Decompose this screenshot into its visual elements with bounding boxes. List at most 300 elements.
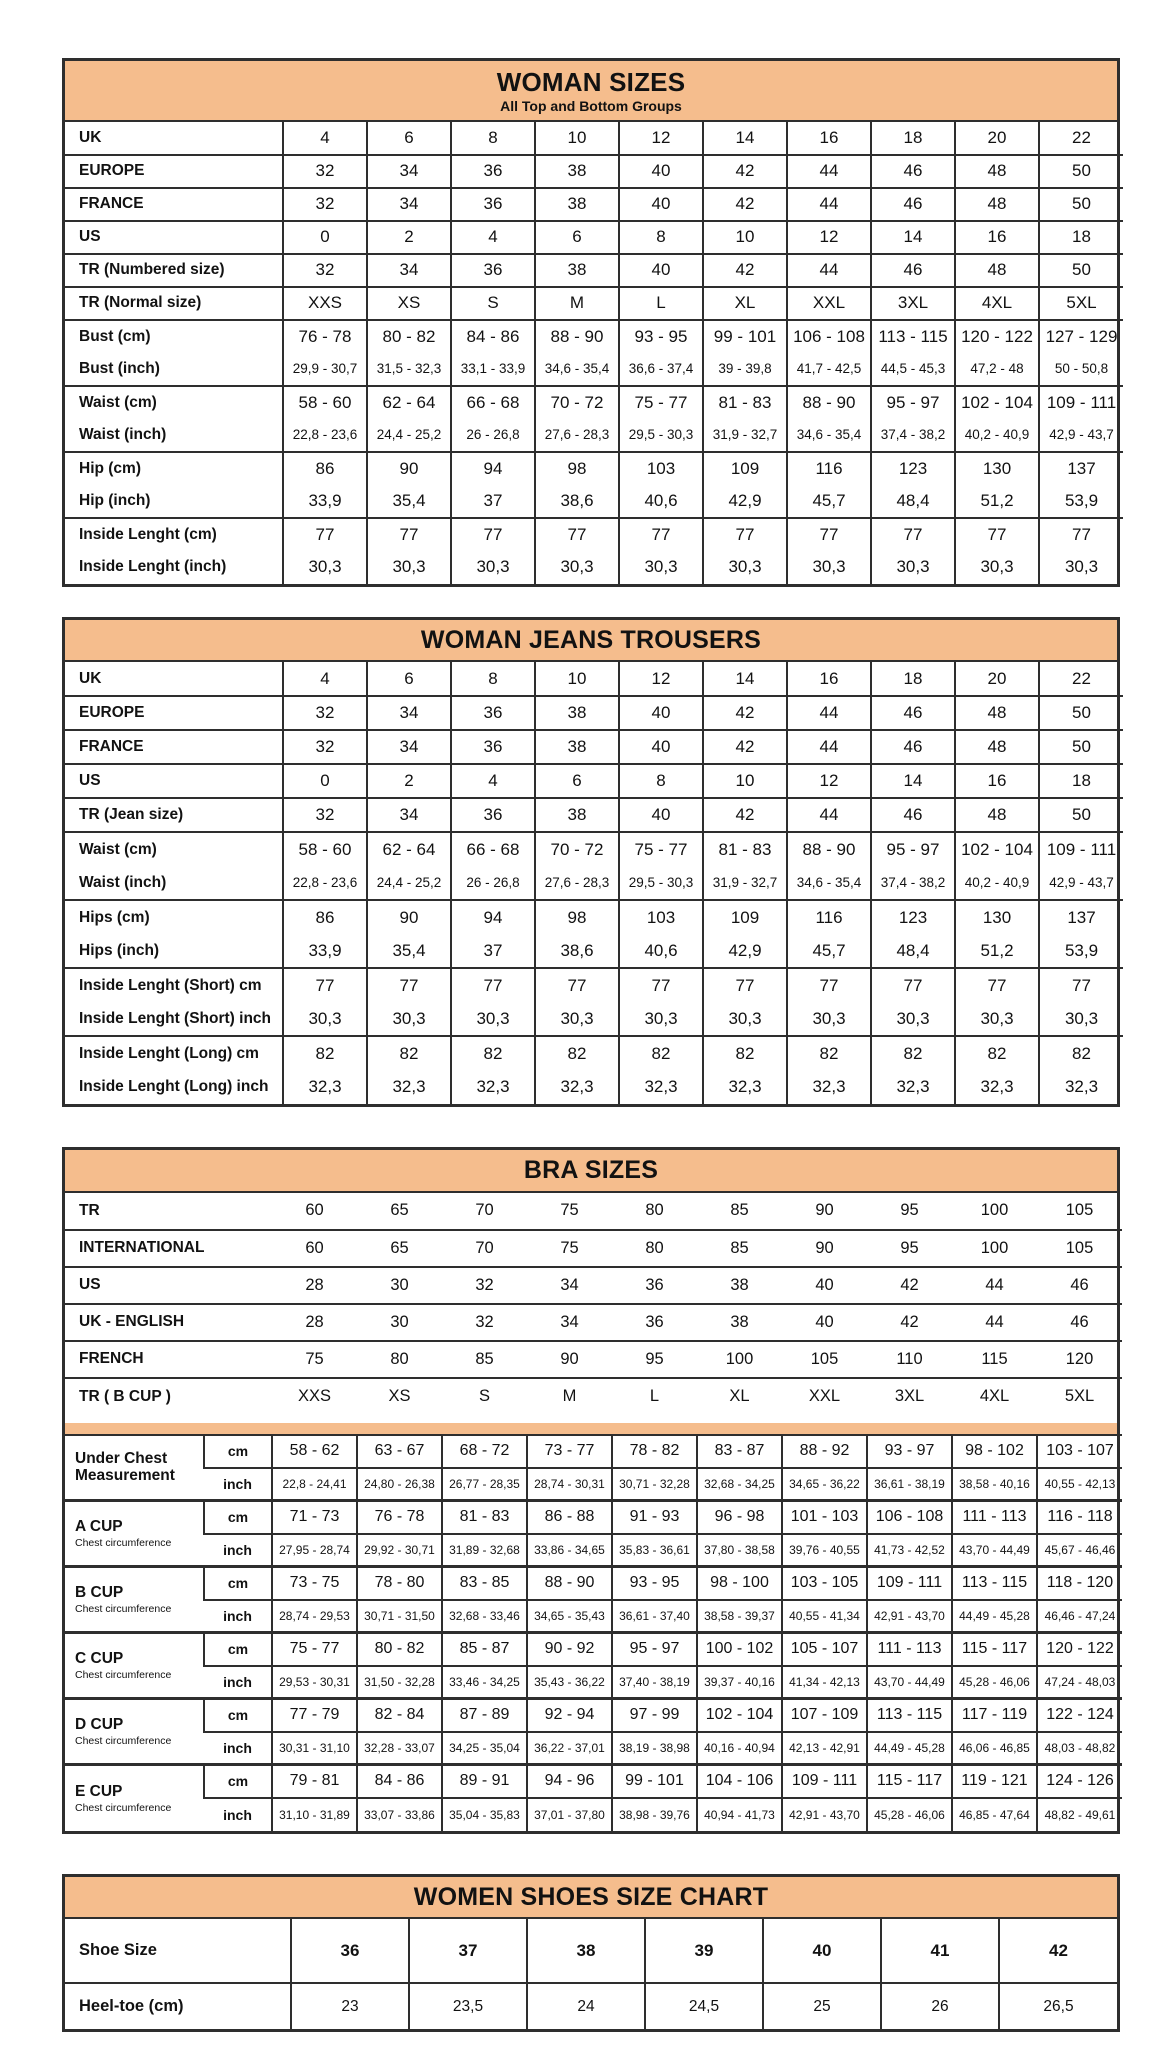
cell-value: 10 [535,662,619,696]
cell-value: 33,07 - 33,86 [357,1798,442,1831]
cell-value: 70 - 72 [535,386,619,419]
cell-value: 90 [782,1230,867,1267]
cell-value: 77 [1039,968,1123,1002]
cell-value: 30,3 [367,1002,451,1036]
cell-value: 18 [1039,221,1123,254]
bra-conversion-table [65,1193,1122,1415]
cell-value: 30,3 [871,1002,955,1036]
cell-value: 116 [787,900,871,934]
table-row [65,452,1123,485]
cell-value: 41,73 - 42,52 [867,1534,952,1567]
table-row [65,1501,1122,1534]
cell-value: 77 - 79 [272,1699,357,1732]
cell-value: 60 [305,1201,324,1220]
cell-value: 98 [535,900,619,934]
cell-value: 48 [955,696,1039,730]
table-row [65,1304,1122,1341]
cell-value: 119 - 121 [952,1765,1037,1798]
cell-value: 25 [763,1983,881,2029]
cell-value: 36 [451,696,535,730]
table-row [65,968,1123,1002]
cell-value: 80 - 82 [367,320,451,353]
group-sublabel: Chest circumference [75,1735,172,1747]
cell-value: 22,8 - 24,41 [272,1468,357,1501]
cell-value: 36 [451,730,535,764]
cell-value: 88 - 90 [535,320,619,353]
cell-value: 38 [535,155,619,188]
row-label: TR (Numbered size) [65,254,283,287]
cell-value: 70 [475,1201,494,1220]
group-label [65,1765,204,1831]
cell-value: 27,6 - 28,3 [535,419,619,452]
table-row [65,662,1123,696]
cell-value: 32,3 [703,1070,787,1104]
row-label: Waist (inch) [79,873,167,891]
cell-value: 42 [703,696,787,730]
row-label: US [65,764,283,798]
unit-label-cm: cm [204,1633,272,1666]
table-row [65,221,1123,254]
table-row [65,798,1123,832]
cell-value: 44 [787,254,871,287]
unit-label-cm: cm [204,1699,272,1732]
cell-value: 82 [535,1036,619,1070]
table-row [65,1341,1122,1378]
group-sublabel: Chest circumference [75,1537,172,1549]
cell-value: 42 [703,798,787,832]
cell-value: 45,7 [787,485,871,518]
cell-value: 53,9 [1039,485,1123,518]
cell-value: 84 - 86 [357,1765,442,1798]
table-row [65,485,1123,518]
table-row [65,1378,1122,1415]
woman-sizes-header [65,61,1117,122]
cell-value: 76 - 78 [283,320,367,353]
jeans-header [65,620,1117,663]
cell-value: 103 - 105 [782,1567,867,1600]
cell-value: 33,9 [283,485,367,518]
cell-value: 39,76 - 40,55 [782,1534,867,1567]
cell-value: 89 - 91 [442,1765,527,1798]
cell-value: 46,46 - 47,24 [1037,1600,1122,1633]
unit-label-inch: inch [204,1600,272,1633]
cell-value: 86 - 88 [527,1501,612,1534]
cell-value: 130 [955,452,1039,485]
cell-value: 106 - 108 [787,320,871,353]
cell-value: XL [703,287,787,320]
cell-value: 46 [1037,1304,1122,1341]
cell-value: 30,71 - 31,50 [357,1600,442,1633]
cell-value: S [442,1378,527,1415]
cell-value: 75 [527,1230,612,1267]
shoes-header [65,1877,1117,1920]
cell-value: 115 [952,1341,1037,1378]
cell-value: S [451,287,535,320]
cell-value: 0 [283,221,367,254]
group-label [65,1501,204,1567]
cell-value: 32 [442,1304,527,1341]
cell-value: 94 [451,452,535,485]
cell-value: 96 - 98 [697,1501,782,1534]
cell-value: 32,3 [1039,1070,1123,1104]
cell-value: 103 [619,900,703,934]
cell-value: 28,74 - 29,53 [272,1600,357,1633]
cell-value: 82 [619,1036,703,1070]
cell-value: 78 - 80 [357,1567,442,1600]
cell-value: 82 [283,1036,367,1070]
bra-title: BRA SIZES [523,1156,659,1185]
cell-value: 83 - 85 [442,1567,527,1600]
cell-value: 82 [1039,1036,1123,1070]
unit-label-inch: inch [204,1798,272,1831]
cell-value: 35,4 [367,934,451,968]
cell-value: 14 [703,662,787,696]
cell-value: 42 [703,254,787,287]
cell-value: 36 [451,254,535,287]
cell-value: 50 [1039,730,1123,764]
cell-value: 30,3 [703,551,787,584]
cell-value: 82 [367,1036,451,1070]
cell-value: 44,49 - 45,28 [952,1600,1037,1633]
cell-value: 48,4 [871,485,955,518]
cell-value: 18 [1039,764,1123,798]
cell-value: 38 [535,254,619,287]
cell-value: 97 - 99 [612,1699,697,1732]
cell-value: 85 [442,1341,527,1378]
cell-value: 32 [283,696,367,730]
cell-value: 109 - 111 [1039,386,1123,419]
cell-value: 91 - 93 [612,1501,697,1534]
cell-value: 8 [451,662,535,696]
cell-value: 77 [871,968,955,1002]
table-row [65,1534,1122,1567]
cell-value: 87 - 89 [442,1699,527,1732]
cell-value: 51,2 [955,485,1039,518]
cell-value: 16 [787,122,871,155]
cell-value: 82 [703,1036,787,1070]
cell-value: 46 [871,798,955,832]
cell-value: 26,77 - 28,35 [442,1468,527,1501]
cell-value: 120 - 122 [1037,1633,1122,1666]
table-row [65,155,1123,188]
cell-value: 44 [787,696,871,730]
cell-value: 45,28 - 46,06 [952,1666,1037,1699]
cell-value: 44 [952,1304,1037,1341]
cell-value: 43,70 - 44,49 [867,1666,952,1699]
cell-value: 12 [787,764,871,798]
table-row [65,1193,1122,1230]
cell-value: 30,3 [619,551,703,584]
cell-value: 34 [367,254,451,287]
woman-sizes-table [65,122,1123,584]
cell-value: 31,9 - 32,7 [703,866,787,900]
table-row [65,1633,1122,1666]
cell-value: 90 [367,900,451,934]
cell-value: 75 - 77 [619,832,703,866]
cell-value: 46 [871,696,955,730]
cell-value: 42,91 - 43,70 [782,1798,867,1831]
cell-value: 42 [999,1919,1117,1983]
cell-value: 34 [367,730,451,764]
cell-value: 3XL [871,287,955,320]
cell-value: 95 [867,1230,952,1267]
cell-value: 107 - 109 [782,1699,867,1732]
cell-value: 34 [367,188,451,221]
cell-value: XXS [283,287,367,320]
table-row [65,287,1123,320]
row-label: UK [79,669,102,687]
cell-value: 81 - 83 [703,386,787,419]
cell-value: 92 - 94 [527,1699,612,1732]
cell-value: 82 [871,1036,955,1070]
cell-value: 32 [283,798,367,832]
cell-value: 14 [871,221,955,254]
cell-value: 44 [787,155,871,188]
cell-value: 70 [442,1230,527,1267]
cell-value: 39,37 - 40,16 [697,1666,782,1699]
cell-value: 77 [283,518,367,551]
row-label: FRANCE [65,730,283,764]
cell-value: 31,10 - 31,89 [272,1798,357,1831]
cell-value: 14 [871,764,955,798]
cell-value: 109 [703,900,787,934]
cell-value: 40 [619,798,703,832]
cell-value: 40,2 - 40,9 [955,866,1039,900]
cell-value: 22,8 - 23,6 [283,866,367,900]
row-label: Bust (cm) [65,320,283,353]
row-label: Waist (cm) [65,832,283,866]
cell-value: 32 [283,155,367,188]
cell-value: 22 [1039,122,1123,155]
group-name: Under Chest Measurement [75,1449,175,1485]
cell-value: 65 [390,1201,409,1220]
cell-value: 41 [881,1919,999,1983]
cell-value: 34 [367,155,451,188]
cell-value: 38 [535,730,619,764]
jeans-table [65,662,1123,1104]
cell-value: 38 [697,1267,782,1304]
cell-value: 109 - 111 [1039,832,1123,866]
cell-value: 32,68 - 33,46 [442,1600,527,1633]
cell-value: 34,65 - 36,22 [782,1468,867,1501]
size-chart-page [62,58,1120,2032]
cell-value: 77 [955,968,1039,1002]
cell-value: 46,85 - 47,64 [952,1798,1037,1831]
cell-value: 40 [619,155,703,188]
bra-sizes-section [62,1147,1120,1834]
cell-value: 46 [871,155,955,188]
cell-value: 66 - 68 [451,386,535,419]
cell-value: 44 [787,188,871,221]
cell-value: XXL [782,1378,867,1415]
cell-value: 14 [703,122,787,155]
cell-value: 77 [367,518,451,551]
cell-value: 120 - 122 [955,320,1039,353]
cell-value: 4 [451,764,535,798]
row-label: INTERNATIONAL [65,1230,272,1267]
cell-value: 77 [367,968,451,1002]
cell-value: 77 [451,968,535,1002]
cell-value: 33,9 [283,934,367,968]
cell-value: 42 [703,730,787,764]
cell-value: 75 [560,1201,579,1220]
cell-value: 30,3 [1039,1002,1123,1036]
cell-value: 30,3 [955,551,1039,584]
cell-value: 37,40 - 38,19 [612,1666,697,1699]
cell-value: 8 [451,122,535,155]
cell-value: 4XL [952,1378,1037,1415]
cell-value: 137 [1039,452,1123,485]
cell-value: 62 - 64 [367,386,451,419]
cell-value: 45,28 - 46,06 [867,1798,952,1831]
cell-value: 70 - 72 [535,832,619,866]
cell-value: 34 [367,696,451,730]
table-row [65,1435,1122,1468]
group-name: B CUP [75,1584,124,1602]
cell-value: 86 [283,900,367,934]
cell-value: 30,3 [619,1002,703,1036]
cell-value: 32,3 [955,1070,1039,1104]
cell-value: 137 [1039,900,1123,934]
row-label: Hip (inch) [79,491,151,509]
cell-value: 40,55 - 41,34 [782,1600,867,1633]
cell-value: 24,4 - 25,2 [367,866,451,900]
cell-value: 88 - 90 [787,386,871,419]
cell-value: 32 [283,730,367,764]
woman-sizes-title: WOMAN SIZES [496,67,686,97]
cell-value: 63 - 67 [357,1435,442,1468]
cell-value: XXS [272,1378,357,1415]
cell-value: 38 [527,1919,645,1983]
cell-value: 48,4 [871,934,955,968]
cell-value: 48 [955,798,1039,832]
cell-value: 23 [291,1983,409,2029]
cell-value: 93 - 97 [867,1435,952,1468]
cell-value: 82 [451,1036,535,1070]
woman-sizes-section [62,58,1120,587]
accent-divider [65,1421,1117,1434]
cell-value: 37 [451,934,535,968]
table-row [65,188,1123,221]
cell-value: 37,4 - 38,2 [871,866,955,900]
cell-value: 47,2 - 48 [955,353,1039,386]
cell-value: 36 [451,155,535,188]
cell-value: 77 [871,518,955,551]
cell-value: 50 [1039,254,1123,287]
cell-value: 42,9 - 43,7 [1039,419,1123,452]
cell-value: 38,6 [535,934,619,968]
cell-value: 42 [867,1304,952,1341]
cell-value: 104 - 106 [697,1765,782,1798]
cell-value: L [612,1378,697,1415]
cell-value: 80 - 82 [357,1633,442,1666]
cell-value: 62 - 64 [367,832,451,866]
cell-value: 43,70 - 44,49 [952,1534,1037,1567]
cell-value: 20 [955,662,1039,696]
cell-value: 30,3 [451,551,535,584]
cell-value: 100 - 102 [697,1633,782,1666]
cell-value: 31,50 - 32,28 [357,1666,442,1699]
cell-value: 27,6 - 28,3 [535,866,619,900]
cell-value: 82 - 84 [357,1699,442,1732]
cell-value: XXL [787,287,871,320]
cell-value: 68 - 72 [442,1435,527,1468]
table-row [65,1699,1122,1732]
unit-label-cm: cm [204,1435,272,1468]
cell-value: 29,5 - 30,3 [619,866,703,900]
cell-value: 18 [871,122,955,155]
cell-value: 33,86 - 34,65 [527,1534,612,1567]
cell-value: 90 [815,1201,834,1220]
cell-value: 4XL [955,287,1039,320]
cell-value: 34,6 - 35,4 [787,419,871,452]
table-row [65,1919,1117,1983]
table-row [65,1002,1123,1036]
cell-value: 28 [272,1267,357,1304]
table-row [65,696,1123,730]
cell-value: 31,5 - 32,3 [367,353,451,386]
cell-value: 102 - 104 [955,832,1039,866]
cell-value: 75 [272,1341,357,1378]
cell-value: 100 [952,1230,1037,1267]
cell-value: 32,3 [787,1070,871,1104]
cell-value: 124 - 126 [1037,1765,1122,1798]
cell-value: 34,6 - 35,4 [787,866,871,900]
cell-value: 40,94 - 41,73 [697,1798,782,1831]
bra-header [65,1150,1117,1193]
cell-value: 10 [703,221,787,254]
cell-value: 30,3 [367,551,451,584]
row-label: Bust (inch) [79,359,160,377]
cell-value: 12 [619,122,703,155]
cell-value: 95 [900,1201,919,1220]
cell-value: 46 [1037,1267,1122,1304]
cell-value: 42,9 [703,934,787,968]
row-label: Heel-toe (cm) [65,1983,291,2029]
cell-value: 40 [619,696,703,730]
cell-value: 83 - 87 [697,1435,782,1468]
cell-value: 75 - 77 [272,1633,357,1666]
cell-value: 35,43 - 36,22 [527,1666,612,1699]
cell-value: 35,04 - 35,83 [442,1798,527,1831]
cell-value: 98 [535,452,619,485]
table-row [65,1765,1122,1798]
unit-label-cm: cm [204,1765,272,1798]
cell-value: 36,22 - 37,01 [527,1732,612,1765]
cell-value: 38,98 - 39,76 [612,1798,697,1831]
cell-value: 38,19 - 38,98 [612,1732,697,1765]
cell-value: 80 [357,1341,442,1378]
unit-label-cm: cm [204,1501,272,1534]
cell-value: 103 - 107 [1037,1435,1122,1468]
cell-value: 4 [283,122,367,155]
table-row [65,730,1123,764]
cell-value: 113 - 115 [867,1699,952,1732]
row-label: Waist (cm) [65,386,283,419]
cell-value: 130 [955,900,1039,934]
cell-value: 34 [527,1304,612,1341]
table-row [65,1732,1122,1765]
cell-value: 80 [612,1230,697,1267]
group-name: E CUP [75,1782,123,1800]
cell-value: 46 [871,730,955,764]
cell-value: 38 [535,188,619,221]
cell-value: 50 [1039,155,1123,188]
row-label: TR [79,1201,100,1219]
cell-value: 24 [527,1983,645,2029]
cell-value: 94 [451,900,535,934]
table-row [65,353,1123,386]
